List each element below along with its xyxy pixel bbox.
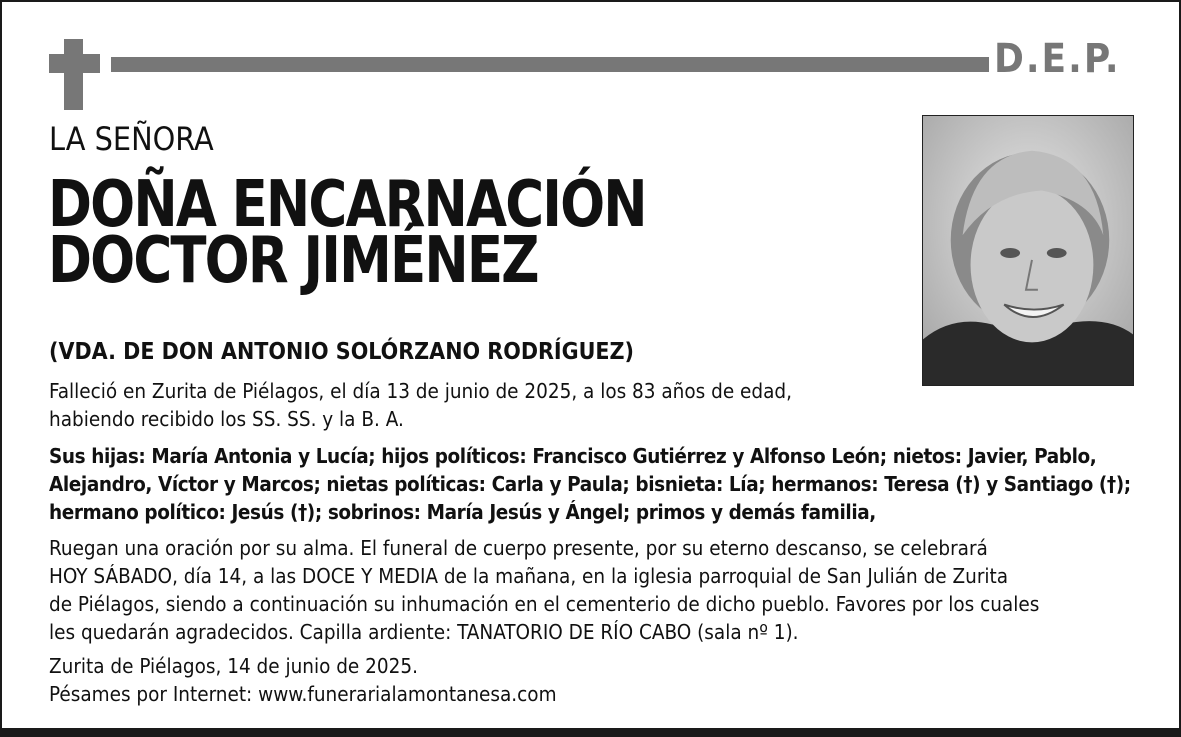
family-line: hermano político: Jesús (†); sobrinos: María Jesús y Ángel; primos y demás familia, <box>49 500 876 524</box>
funeral-line: Ruegan una oración por su alma. El funeral de cuerpo presente, por su eterno descanso, se celebrará <box>49 536 988 560</box>
header-rule <box>111 57 989 72</box>
widow-of-line: (VDA. DE DON ANTONIO SOLÓRZANO RODRÍGUEZ) <box>49 339 635 365</box>
family-line: Alejandro, Víctor y Marcos; nietas políticas: Carla y Paula; bisnieta: Lía; hermanos: Teresa (†) y Santiago (†); <box>49 472 1131 496</box>
family-paragraph <box>49 442 1149 526</box>
death-notice-line: Falleció en Zurita de Piélagos, el día 13 de junio de 2025, a los 83 años de edad, <box>49 379 792 403</box>
deceased-name-line-2: DOCTOR JIMÉNEZ <box>48 224 538 298</box>
funeral-paragraph <box>49 534 1149 646</box>
funeral-line: HOY SÁBADO, día 14, a las DOCE Y MEDIA de la mañana, en la iglesia parroquial de San Julián de Zurita <box>49 564 1009 588</box>
family-line: Sus hijas: María Antonia y Lucía; hijos políticos: Francisco Gutiérrez y Alfonso León; nietos: Javier, Pablo, <box>49 444 1097 468</box>
dep-label: D.E.P. <box>994 36 1121 82</box>
funeral-line: les quedarán agradecidos. Capilla ardiente: TANATORIO DE RÍO CABO (sala nº 1). <box>49 620 799 644</box>
cross-horizontal-bar <box>49 54 100 73</box>
death-notice-paragraph <box>49 377 909 433</box>
death-notice-line: habiendo recibido los SS. SS. y la B. A. <box>49 407 404 431</box>
funeral-line: de Piélagos, siendo a continuación su inhumación en el cementerio de dicho pueblo. Favores por los cuales <box>49 592 1040 616</box>
deceased-name-line-1: DOÑA ENCARNACIÓN <box>48 168 646 242</box>
footer-paragraph <box>49 652 1149 708</box>
honorific-title: LA SEÑORA <box>49 120 214 158</box>
place-date: Zurita de Piélagos, 14 de junio de 2025. <box>49 654 418 678</box>
cross-vertical-bar <box>64 39 83 110</box>
condolences-link: Pésames por Internet: www.funerarialamontanesa.com <box>49 682 557 706</box>
portrait-image <box>923 116 1133 385</box>
portrait-photo <box>922 115 1134 386</box>
